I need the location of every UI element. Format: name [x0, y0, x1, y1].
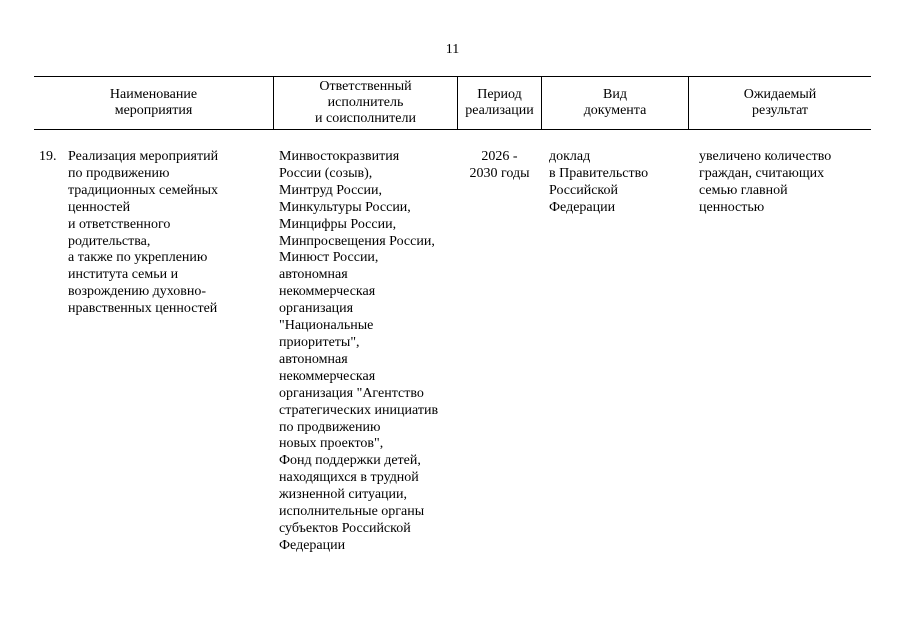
- header-document: Вид документа: [583, 86, 647, 118]
- header-result: Ожидаемый результат: [743, 86, 817, 118]
- cell-document: доклад в Правительство Российской Федерации: [549, 149, 649, 215]
- row-number: 19.: [39, 149, 57, 164]
- header-responsible: Ответственный исполнитель и соисполнители: [314, 78, 416, 126]
- page-number: 11: [445, 42, 460, 57]
- cell-period: 2026 - 2030 годы: [469, 149, 530, 181]
- plan-table: [34, 76, 871, 560]
- header-name: Наименование мероприятия: [109, 86, 198, 118]
- cell-responsible: Минвостокразвития России (созыв), Минтруд России, Минкультуры России, Минцифры России, Минпросвещения России, Минюст России, автономная некоммерческая организация "Национальные приоритеты", автономная некоммерческая организация "Агентство стратегических инициатив по продвижению новых проектов", Фонд поддержки детей, находящихся в трудной жизненной ситуации, исполнительные органы субъектов Российской Федерации: [279, 149, 439, 553]
- header-period: Период реализации: [465, 86, 534, 118]
- cell-result: увеличено количество граждан, считающих семью главной ценностью: [699, 149, 832, 215]
- cell-name: Реализация мероприятий по продвижению традиционных семейных ценностей и ответственного родительства, а также по укреплению института семьи и возрождению духовно- нравственных ценностей: [68, 149, 219, 317]
- header-bottom-rule: [34, 129, 871, 130]
